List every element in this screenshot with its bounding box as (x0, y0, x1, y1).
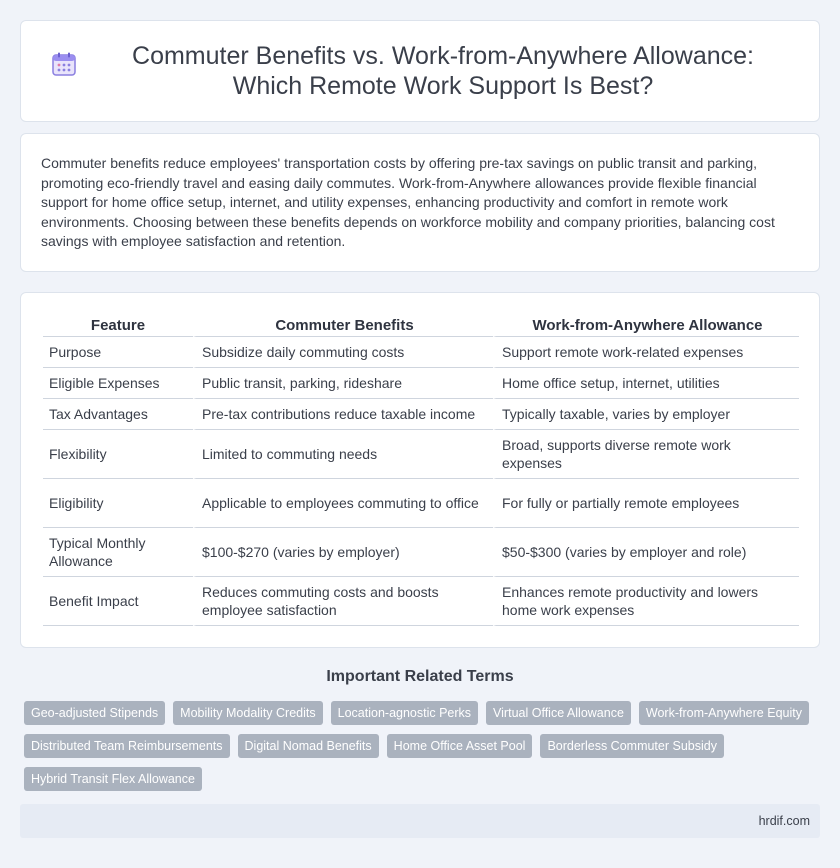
related-term-chip[interactable]: Geo-adjusted Stipends (24, 701, 165, 725)
row-feature: Tax Advantages (43, 399, 193, 430)
related-term-chip[interactable]: Digital Nomad Benefits (238, 734, 379, 758)
row-wfa: Home office setup, internet, utilities (493, 368, 799, 399)
page-title: Commuter Benefits vs. Work-from-Anywhere Allowance: Which Remote Work Support Is Best? (132, 42, 754, 100)
row-wfa: Broad, supports diverse remote work expenses (493, 430, 799, 479)
table-row (43, 368, 799, 399)
comparison-table (43, 315, 799, 626)
intro-paragraph: Commuter benefits reduce employees' transportation costs by offering pre-tax savings on public transit and parking, promoting eco-friendly travel and easing daily commutes. Work-from-Anywhere allowances provide flexible financial support for home office setup, internet, and utility expenses, enhancing productivity and comfort in remote work environments. Choosing between these benefits depends on workforce mobility and company priorities, balancing cost savings with employee satisfaction and retention. (41, 155, 775, 249)
row-commuter: Reduces commuting costs and boosts employee satisfaction (193, 577, 493, 626)
row-commuter: Public transit, parking, rideshare (193, 368, 493, 399)
table-row (43, 430, 799, 479)
table-header-row (43, 315, 799, 337)
row-feature: Typical Monthly Allowance (43, 528, 193, 577)
row-commuter: Pre-tax contributions reduce taxable income (193, 399, 493, 430)
footer (20, 804, 820, 838)
row-commuter: Limited to commuting needs (193, 430, 493, 479)
related-term-chip[interactable]: Mobility Modality Credits (173, 701, 322, 725)
header-wfa-allowance: Work-from-Anywhere Allowance (493, 315, 799, 337)
row-wfa: For fully or partially remote employees (493, 479, 799, 528)
calendar-icon (51, 51, 77, 77)
row-feature: Benefit Impact (43, 577, 193, 626)
related-term-chip[interactable]: Borderless Commuter Subsidy (540, 734, 724, 758)
intro-card (20, 133, 820, 272)
related-term-chip[interactable]: Home Office Asset Pool (387, 734, 533, 758)
row-wfa: $50-$300 (varies by employer and role) (493, 528, 799, 577)
row-commuter: Subsidize daily commuting costs (193, 337, 493, 368)
related-terms-list (24, 701, 814, 791)
header-commuter-benefits: Commuter Benefits (193, 315, 493, 337)
related-term-chip[interactable]: Location-agnostic Perks (331, 701, 478, 725)
comparison-card (20, 292, 820, 648)
related-term-chip[interactable]: Work-from-Anywhere Equity (639, 701, 809, 725)
table-row (43, 479, 799, 528)
row-commuter: $100-$270 (varies by employer) (193, 528, 493, 577)
title-wrap (21, 21, 819, 121)
table-row (43, 399, 799, 430)
row-wfa: Typically taxable, varies by employer (493, 399, 799, 430)
row-feature: Flexibility (43, 430, 193, 479)
row-wfa: Enhances remote productivity and lowers home work expenses (493, 577, 799, 626)
row-feature: Eligible Expenses (43, 368, 193, 399)
row-feature: Purpose (43, 337, 193, 368)
row-feature: Eligibility (43, 479, 193, 528)
related-term-chip[interactable]: Hybrid Transit Flex Allowance (24, 767, 202, 791)
table-row (43, 577, 799, 626)
title-card (20, 20, 820, 122)
table-row (43, 528, 799, 577)
footer-site-link[interactable]: hrdif.com (758, 814, 810, 828)
row-wfa: Support remote work-related expenses (493, 337, 799, 368)
related-term-chip[interactable]: Virtual Office Allowance (486, 701, 631, 725)
related-term-chip[interactable]: Distributed Team Reimbursements (24, 734, 230, 758)
row-commuter: Applicable to employees commuting to office (193, 479, 493, 528)
header-feature: Feature (43, 315, 193, 337)
table-row (43, 337, 799, 368)
related-terms-heading: Important Related Terms (326, 668, 514, 685)
